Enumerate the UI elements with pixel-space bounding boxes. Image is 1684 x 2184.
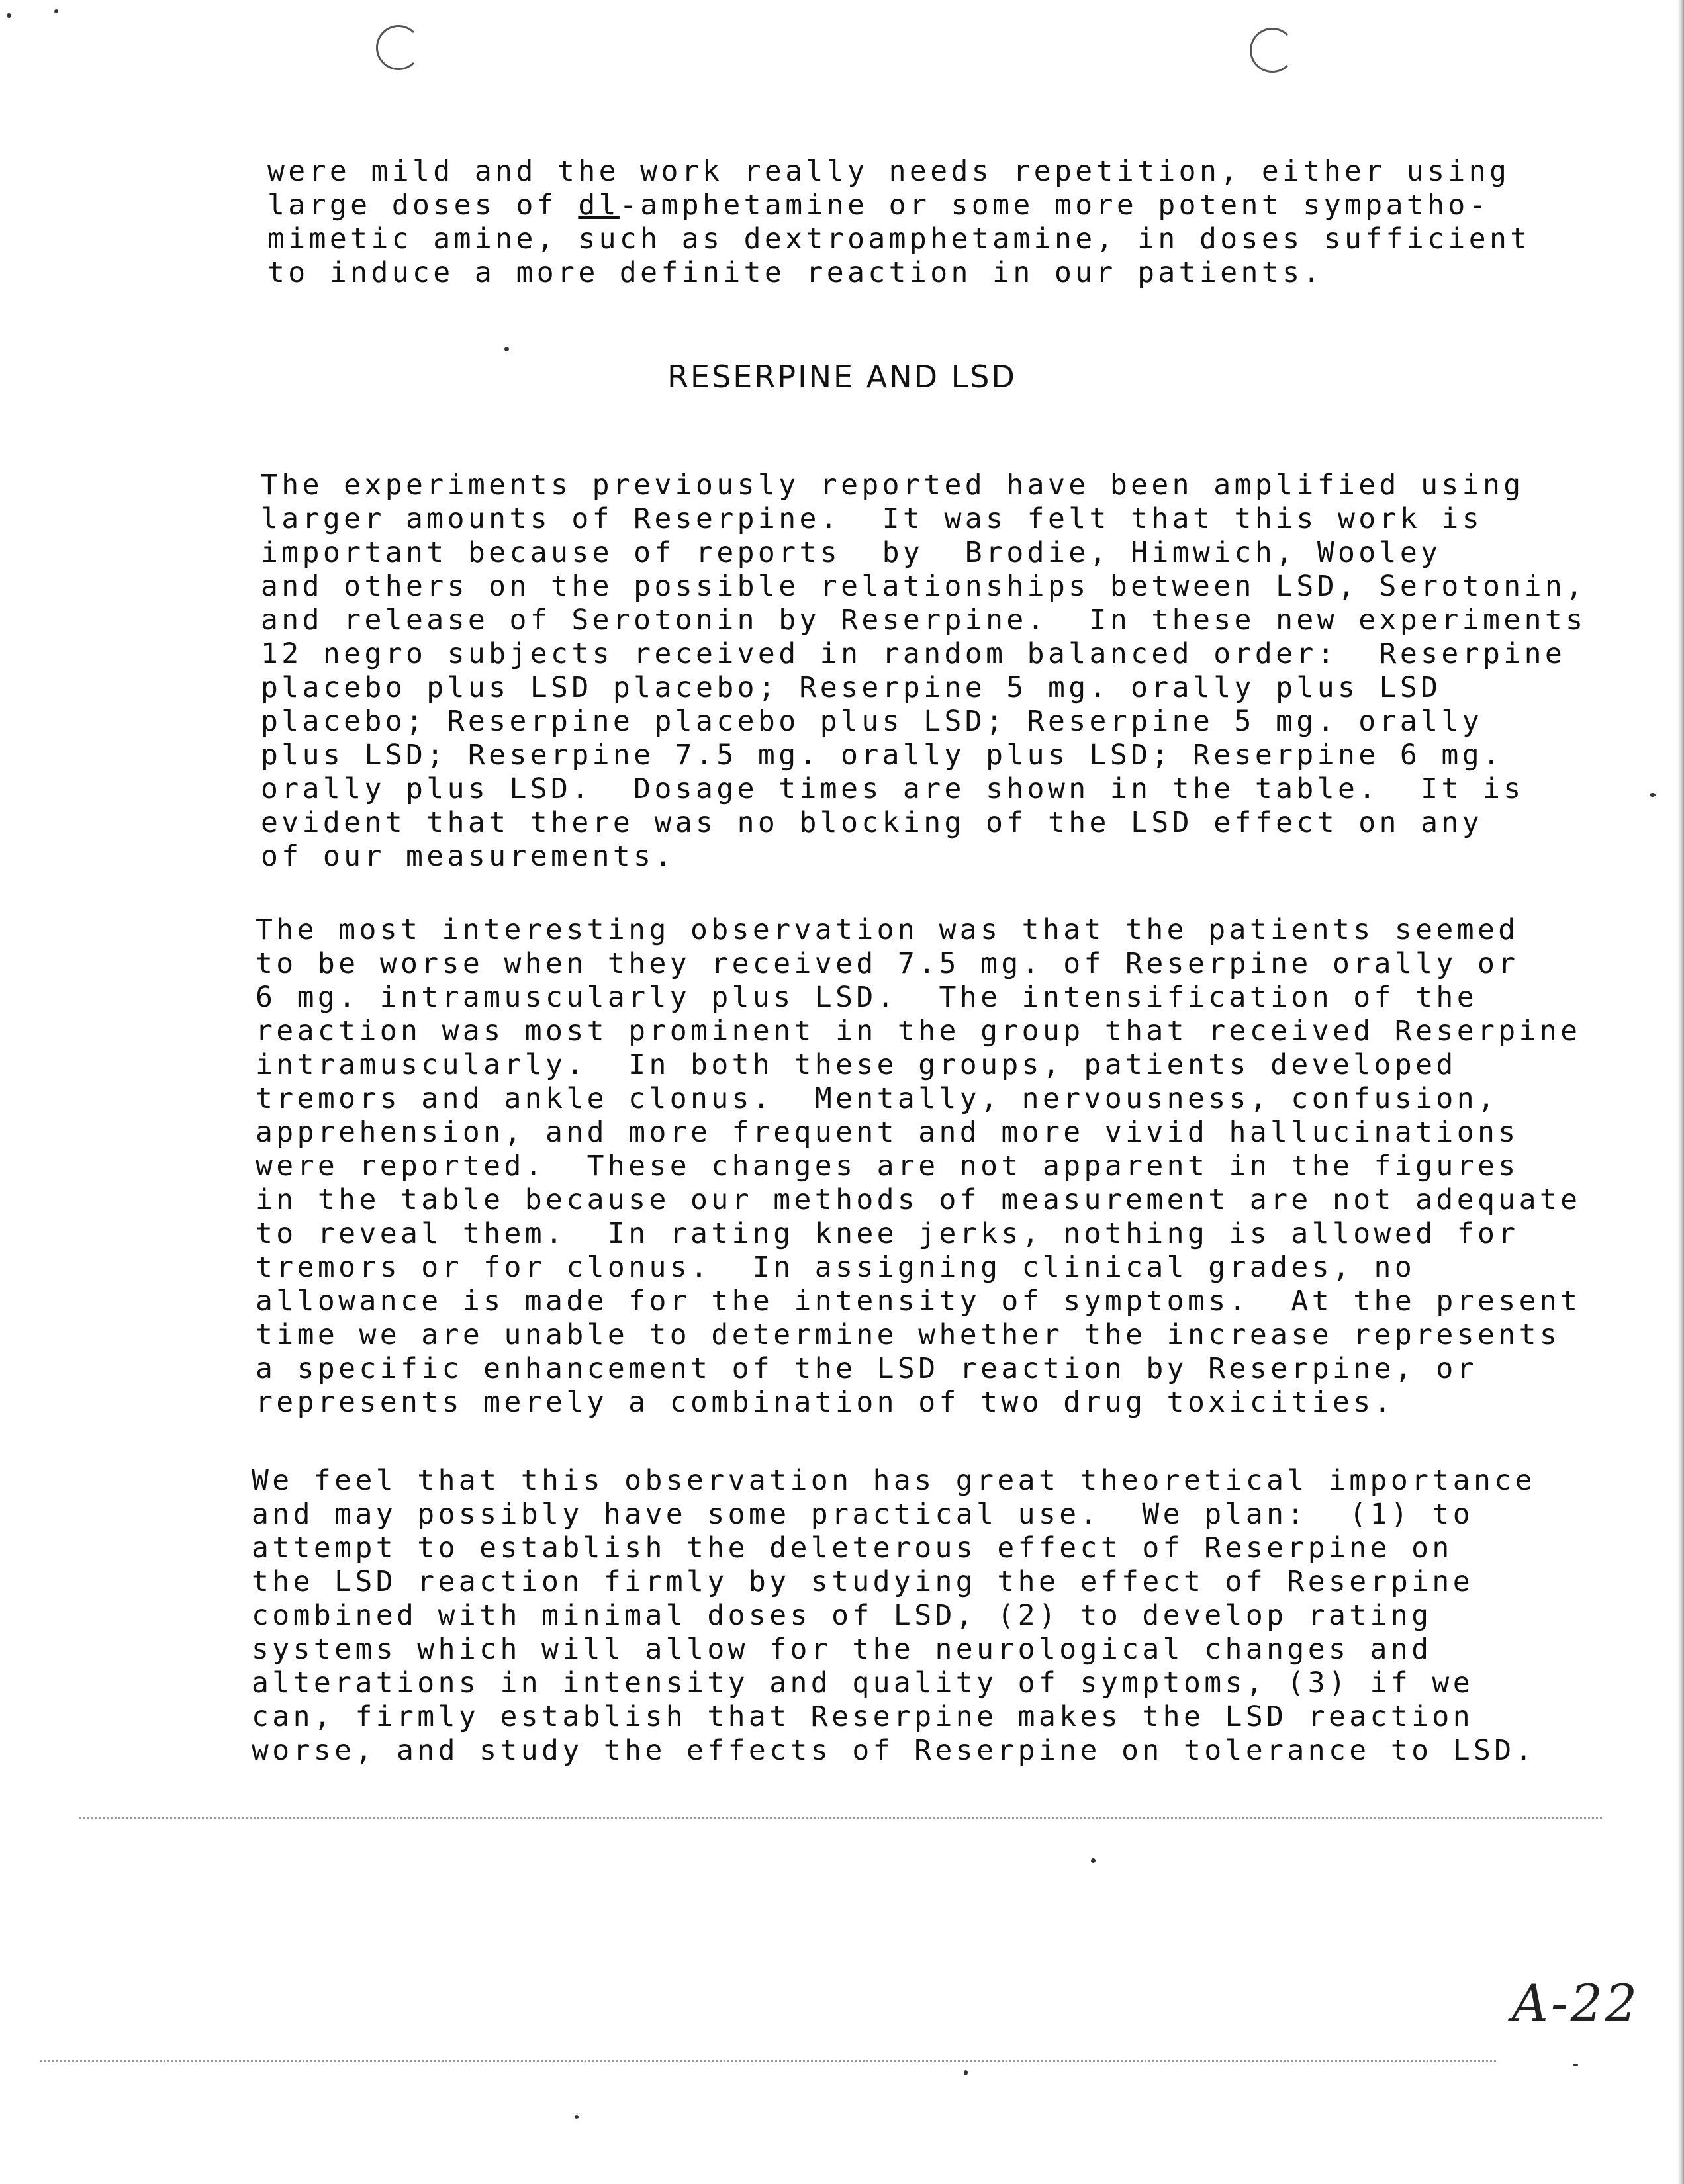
punch-hole-left: [376, 25, 421, 70]
paragraph-observation: [256, 913, 1581, 1420]
text-line: tremors or for clonus. In assigning clinical grades, no: [256, 1251, 1416, 1284]
scan-speck: [1091, 1858, 1096, 1863]
scan-speck: [504, 347, 509, 351]
text-line: important because of reports by Brodie, Himwich, Wooley: [261, 536, 1442, 569]
scan-speck: [575, 2115, 579, 2119]
text-line: larger amounts of Reserpine. It was felt that this work is: [261, 502, 1483, 535]
text-line: alterations in intensity and quality of symptoms, (3) if we: [252, 1666, 1474, 1700]
text-line: the LSD reaction firmly by studying the effect of Reserpine: [252, 1565, 1474, 1598]
text-line: [267, 189, 1531, 222]
text-line: We feel that this observation has great theoretical importance: [252, 1464, 1536, 1497]
scan-speck: [964, 2070, 968, 2075]
punch-hole-right: [1250, 28, 1295, 73]
text-line: were reported. These changes are not apparent in the figures: [256, 1150, 1519, 1183]
text-line: represents merely a combination of two drug toxicities.: [256, 1386, 1395, 1419]
scan-speck: [1650, 793, 1656, 797]
paragraph-amphetamine-conclusion: [267, 155, 1531, 290]
paragraph-plans: [252, 1464, 1536, 1768]
text-line: worse, and study the effects of Reserpine on tolerance to LSD.: [252, 1734, 1536, 1767]
text-line: and release of Serotonin by Reserpine. In these new experiments: [261, 604, 1587, 637]
scan-speck: [7, 13, 11, 18]
text-line: intramuscularly. In both these groups, patients developed: [256, 1048, 1457, 1081]
text-segment: -amphetamine or some more potent sympatho-: [619, 189, 1490, 222]
text-line: evident that there was no blocking of the LSD effect on any: [261, 806, 1483, 839]
text-line: plus LSD; Reserpine 7.5 mg. orally plus LSD; Reserpine 6 mg.: [261, 739, 1504, 772]
text-line: to reveal them. In rating knee jerks, nothing is allowed for: [256, 1217, 1519, 1250]
text-line: 12 negro subjects received in random balanced order: Reserpine: [261, 637, 1566, 670]
text-line: reaction was most prominent in the group that received Reserpine: [256, 1015, 1581, 1048]
text-line: placebo plus LSD placebo; Reserpine 5 mg. orally plus LSD: [261, 671, 1442, 704]
text-line: and others on the possible relationships between LSD, Serotonin,: [261, 570, 1587, 603]
scan-speck: [54, 9, 58, 13]
text-line: to induce a more definite reaction in our patients.: [267, 256, 1324, 289]
text-line: a specific enhancement of the LSD reaction by Reserpine, or: [256, 1352, 1478, 1385]
page-edge-shadow: [1677, 0, 1684, 2184]
text-line: tremors and ankle clonus. Mentally, nervousness, confusion,: [256, 1082, 1499, 1115]
text-line: to be worse when they received 7.5 mg. of Reserpine orally or: [256, 947, 1519, 980]
text-line: attempt to establish the deleterous effect of Reserpine on: [252, 1531, 1453, 1565]
text-line: orally plus LSD. Dosage times are shown in the table. It is: [261, 772, 1524, 805]
text-line: placebo; Reserpine placebo plus LSD; Reserpine 5 mg. orally: [261, 705, 1483, 738]
scan-speck: [1573, 2064, 1578, 2066]
text-line: mimetic amine, such as dextroamphetamine, in doses sufficient: [267, 222, 1531, 255]
text-line: systems which will allow for the neurological changes and: [252, 1633, 1432, 1666]
text-segment: large doses of: [267, 189, 579, 222]
section-heading: RESERPINE AND LSD: [667, 359, 1017, 394]
text-line: apprehension, and more frequent and more vivid hallucinations: [256, 1116, 1519, 1149]
page-number: A-22: [1512, 1974, 1640, 2032]
text-line: The experiments previously reported have been amplified using: [261, 469, 1524, 502]
paragraph-experiments: [261, 469, 1586, 874]
scan-artifact-line: [79, 1817, 1602, 1819]
text-line: allowance is made for the intensity of symptoms. At the present: [256, 1285, 1581, 1318]
text-line: combined with minimal doses of LSD, (2) to develop rating: [252, 1599, 1432, 1632]
scan-artifact-line: [40, 2060, 1496, 2062]
text-line: were mild and the work really needs repetition, either using: [267, 155, 1511, 188]
text-line: in the table because our methods of measurement are not adequate: [256, 1183, 1581, 1216]
text-line: The most interesting observation was that the patients seemed: [256, 913, 1519, 946]
text-line: 6 mg. intramuscularly plus LSD. The intensification of the: [256, 981, 1478, 1014]
text-line: and may possibly have some practical use. We plan: (1) to: [252, 1498, 1474, 1531]
underlined-term: dl: [578, 189, 620, 222]
text-line: can, firmly establish that Reserpine makes the LSD reaction: [252, 1700, 1474, 1733]
text-line: of our measurements.: [261, 840, 675, 873]
text-line: time we are unable to determine whether the increase represents: [256, 1318, 1561, 1351]
